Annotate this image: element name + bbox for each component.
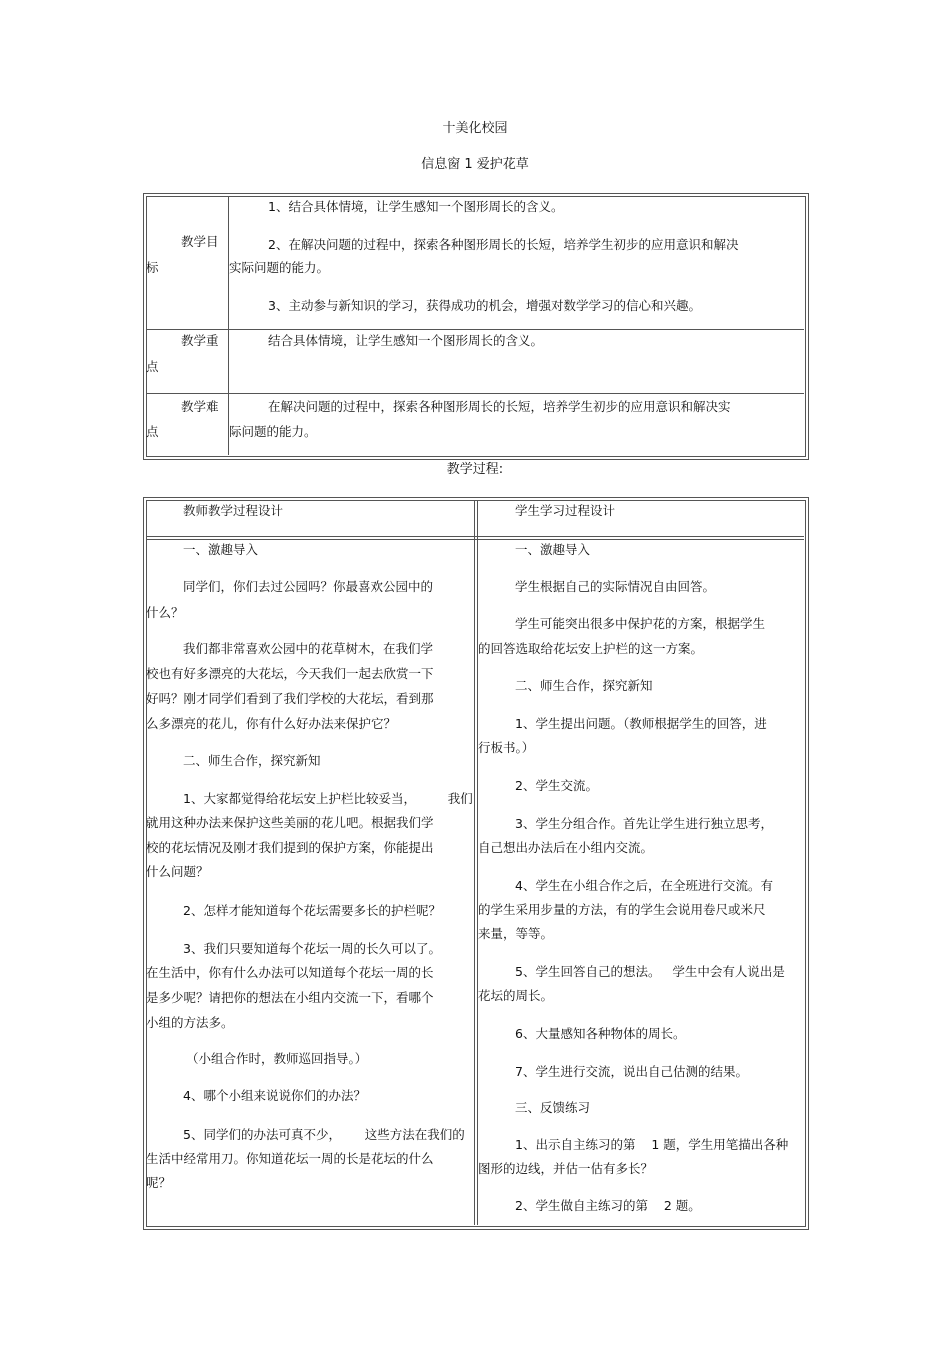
teacher-line: 一、激趣导入: [183, 542, 259, 557]
teacher-line: 小组的方法多。: [146, 1015, 234, 1030]
teacher-line: 二、师生合作，探究新知: [183, 753, 321, 768]
key-point-label-line: 点: [146, 359, 159, 374]
teacher-line: 2、怎样才能知道每个花坛需要多长的护栏呢？: [183, 903, 441, 918]
document-subtitle: 信息窗 1 爱护花草: [421, 157, 529, 172]
objective-label-line: 标: [146, 260, 159, 275]
teacher-line: 呢？: [146, 1175, 172, 1190]
teacher-line: 么多漂亮的花儿，你有什么好办法来保护它？: [146, 716, 397, 731]
difficulty-content-cell: [229, 394, 804, 455]
student-line: 2、学生交流。: [515, 778, 598, 793]
objective-line: 2、在解决问题的过程中，探索各种图形周长的长短，培养学生初步的应用意识和解决: [268, 237, 739, 252]
teacher-line: 4、哪个小组来说说你们的办法？: [183, 1088, 366, 1103]
teacher-process-cell: [146, 540, 474, 1224]
objective-line: 实际问题的能力。: [229, 260, 330, 275]
student-line: 一、激趣导入: [515, 542, 591, 557]
process-header-divider: [146, 536, 804, 537]
document-title: 十美化校园: [442, 121, 508, 136]
teacher-line: 校的花坛情况及刚才我们提到的保护方案，你能提出: [146, 840, 434, 855]
process-heading: 教学过程:: [446, 462, 504, 477]
difficulty-label-line: 教学难: [181, 399, 219, 414]
student-line: 自己想出办法后在小组内交流。: [478, 840, 654, 855]
student-line: 行板书。）: [478, 740, 535, 755]
key-point-label-line: 教学重: [181, 333, 219, 348]
key-point-line: 结合具体情境，让学生感知一个图形周长的含义。: [268, 333, 544, 348]
teacher-line: 在生活中，你有什么办法可以知道每个花坛一周的长: [146, 965, 434, 980]
student-line: 6、大量感知各种物体的周长。: [515, 1026, 686, 1041]
teacher-line: 5、同学们的办法可真不少， 这些方法在我们的: [183, 1127, 465, 1142]
teacher-line: 是多少呢？请把你的想法在小组内交流一下，看哪个: [146, 990, 434, 1005]
student-line: 7、学生进行交流，说出自己估测的结果。: [515, 1064, 748, 1079]
student-line: 花坛的周长。: [478, 988, 554, 1003]
difficulty-line: 际问题的能力。: [229, 424, 317, 439]
student-line: 学生根据自己的实际情况自由回答。: [515, 579, 716, 594]
teacher-line: 3、我们只要知道每个花坛一周的长久可以了。: [183, 941, 441, 956]
objective-line: 1、结合具体情境，让学生感知一个图形周长的含义。: [268, 199, 564, 214]
difficulty-label-line: 点: [146, 424, 159, 439]
teacher-line: 什么问题？: [146, 864, 209, 879]
student-line: 2、学生做自主练习的第 2 题。: [515, 1198, 701, 1213]
student-line: 学生可能突出很多中保护花的方案，根据学生: [515, 616, 766, 631]
process-column-divider: [474, 500, 475, 1225]
student-line: 4、学生在小组合作之后，在全班进行交流。有: [515, 878, 773, 893]
student-line: 图形的边线，并估一估有多长？: [478, 1161, 654, 1176]
student-line: 二、师生合作，探究新知: [515, 678, 653, 693]
student-line: 的回答选取给花坛安上护栏的这一方案。: [478, 641, 704, 656]
student-process-cell: [478, 540, 804, 1224]
key-point-content-cell: [229, 330, 804, 393]
student-line: 来量，等等。: [478, 926, 554, 941]
teacher-line: （小组合作时，教师巡回指导。）: [186, 1051, 368, 1066]
teacher-line: 1、大家都觉得给花坛安上护栏比较妥当， 我们: [183, 791, 473, 806]
objective-line: 3、主动参与新知识的学习，获得成功的机会，增强对数学学习的信心和兴趣。: [268, 298, 701, 313]
student-line: 3、学生分组合作。首先让学生进行独立思考，: [515, 816, 773, 831]
key-point-label-cell: [146, 330, 228, 393]
teacher-line: 好吗？刚才同学们看到了我们学校的大花坛，看到那: [146, 691, 434, 706]
objective-label-cell: [146, 196, 228, 329]
teacher-line: 就用这种办法来保护这些美丽的花儿吧。根据我们学: [146, 815, 434, 830]
objective-label-line: 教学目: [181, 234, 219, 249]
objective-content-cell: [229, 196, 804, 329]
student-column-header: 学生学习过程设计: [515, 503, 616, 518]
teacher-column-header: 教师教学过程设计: [183, 503, 284, 518]
teacher-line: 什么？: [146, 605, 184, 620]
student-line: 1、学生提出问题。（教师根据学生的回答，进: [515, 716, 767, 731]
student-line: 5、学生回答自己的想法。 学生中会有人说出是: [515, 964, 785, 979]
difficulty-label-cell: [146, 394, 228, 455]
difficulty-line: 在解决问题的过程中，探索各种图形周长的长短，培养学生初步的应用意识和解决实: [268, 399, 731, 414]
teacher-line: 生活中经常用刀。你知道花坛一周的长是花坛的什么: [146, 1151, 434, 1166]
teacher-line: 校也有好多漂亮的大花坛，今天我们一起去欣赏一下: [146, 666, 434, 681]
student-line: 1、出示自主练习的第 1 题，学生用笔描出各种: [515, 1137, 789, 1152]
student-line: 三、反馈练习: [515, 1100, 591, 1115]
teacher-line: 同学们，你们去过公园吗？你最喜欢公园中的: [183, 579, 434, 594]
teacher-line: 我们都非常喜欢公园中的花草树木，在我们学: [183, 641, 434, 656]
student-line: 的学生采用步量的方法，有的学生会说用卷尺或米尺: [478, 902, 766, 917]
